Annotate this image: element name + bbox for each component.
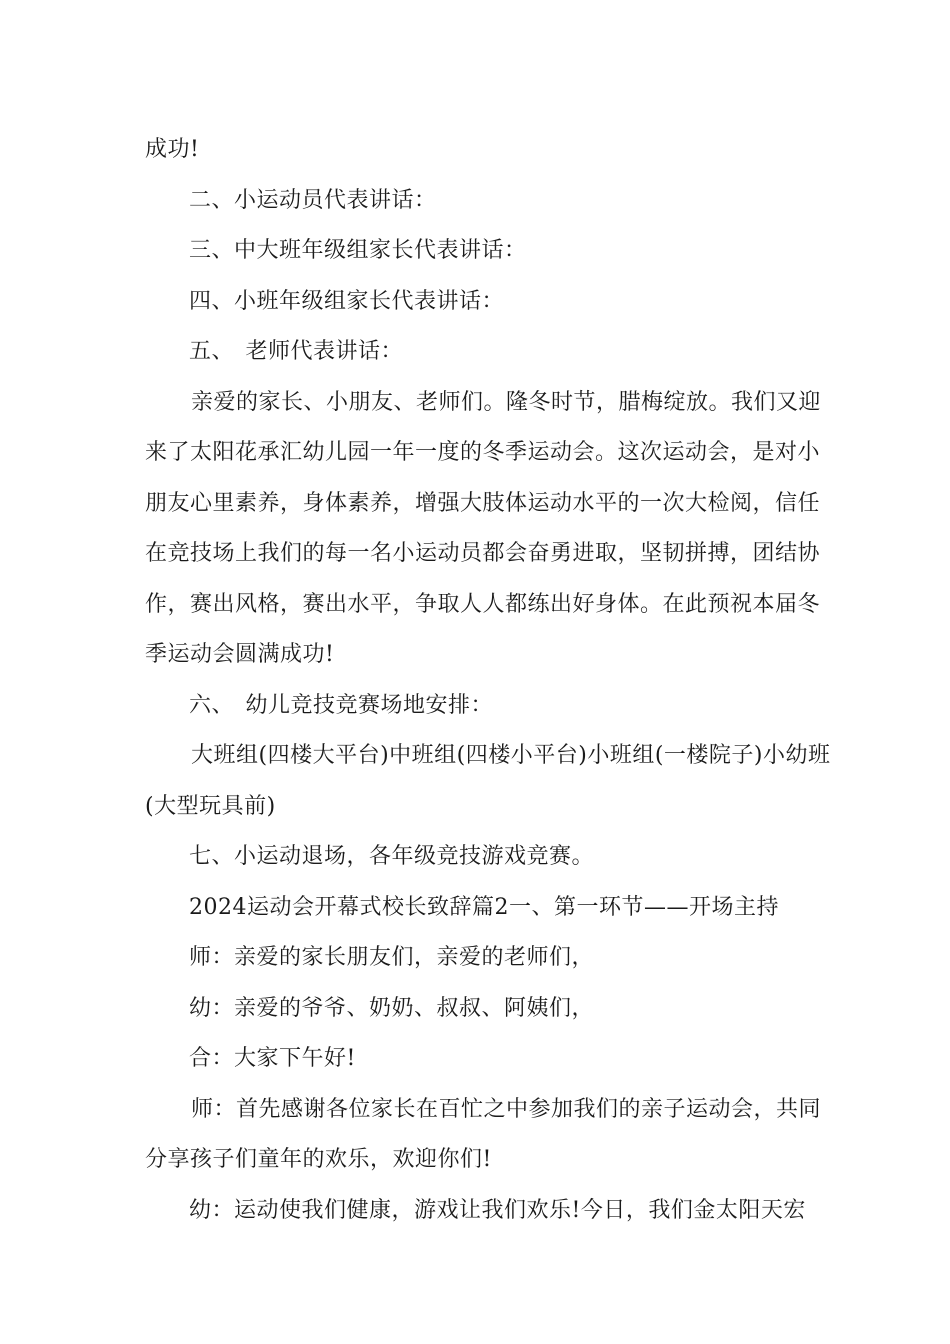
section-heading: 七、小运动退场，各年级竞技游戏竞赛。 xyxy=(189,844,595,869)
dialogue-line: 幼：亲爱的爷爷、奶奶、叔叔、阿姨们， xyxy=(189,995,595,1021)
paragraph: 2024运动会开幕式校长致辞篇2一、第一环节——开场主持 xyxy=(189,894,779,920)
document-body xyxy=(145,125,835,1236)
dialogue-line: 合：大家下午好! xyxy=(189,1046,356,1071)
section-heading: 五、 老师代表讲话： xyxy=(189,339,404,364)
paragraph: 亲爱的家长、小朋友、老师们。隆冬时节，腊梅绽放。我们又迎来了太阳花承汇幼儿园一年一度的冬季运动会。这次运动会，是对小朋友心里素养，身体素养，增强大肢体运动水平的一次大检阅，信任在竞技场上我们的每一名小运动员都会奋勇进取，坚韧拼搏，团结协作，赛出风格，赛出水平，争取人人都练出好身体。在此预祝本届冬季运动会圆满成功! xyxy=(145,389,822,667)
dialogue-line: 师：亲爱的家长朋友们，亲爱的老师们， xyxy=(189,945,595,970)
section-heading: 六、 幼儿竞技竞赛场地安排： xyxy=(189,692,494,718)
paragraph: 成功! xyxy=(145,137,200,162)
section-heading: 二、小运动员代表讲话： xyxy=(189,187,437,213)
dialogue-line: 师：首先感谢各位家长在百忙之中参加我们的亲子运动会，共同分享孩子们童年的欢乐，欢迎你们! xyxy=(145,1096,822,1172)
dialogue-line: 幼：运动使我们健康，游戏让我们欢乐!今日，我们金太阳天宏 xyxy=(189,1197,806,1223)
section-heading: 四、小班年级组家长代表讲话： xyxy=(189,288,505,314)
section-heading: 三、中大班年级组家长代表讲话： xyxy=(189,238,527,263)
paragraph: 大班组(四楼大平台)中班组(四楼小平台)小班组(一楼院子)小幼班(大型玩具前) xyxy=(145,743,831,819)
